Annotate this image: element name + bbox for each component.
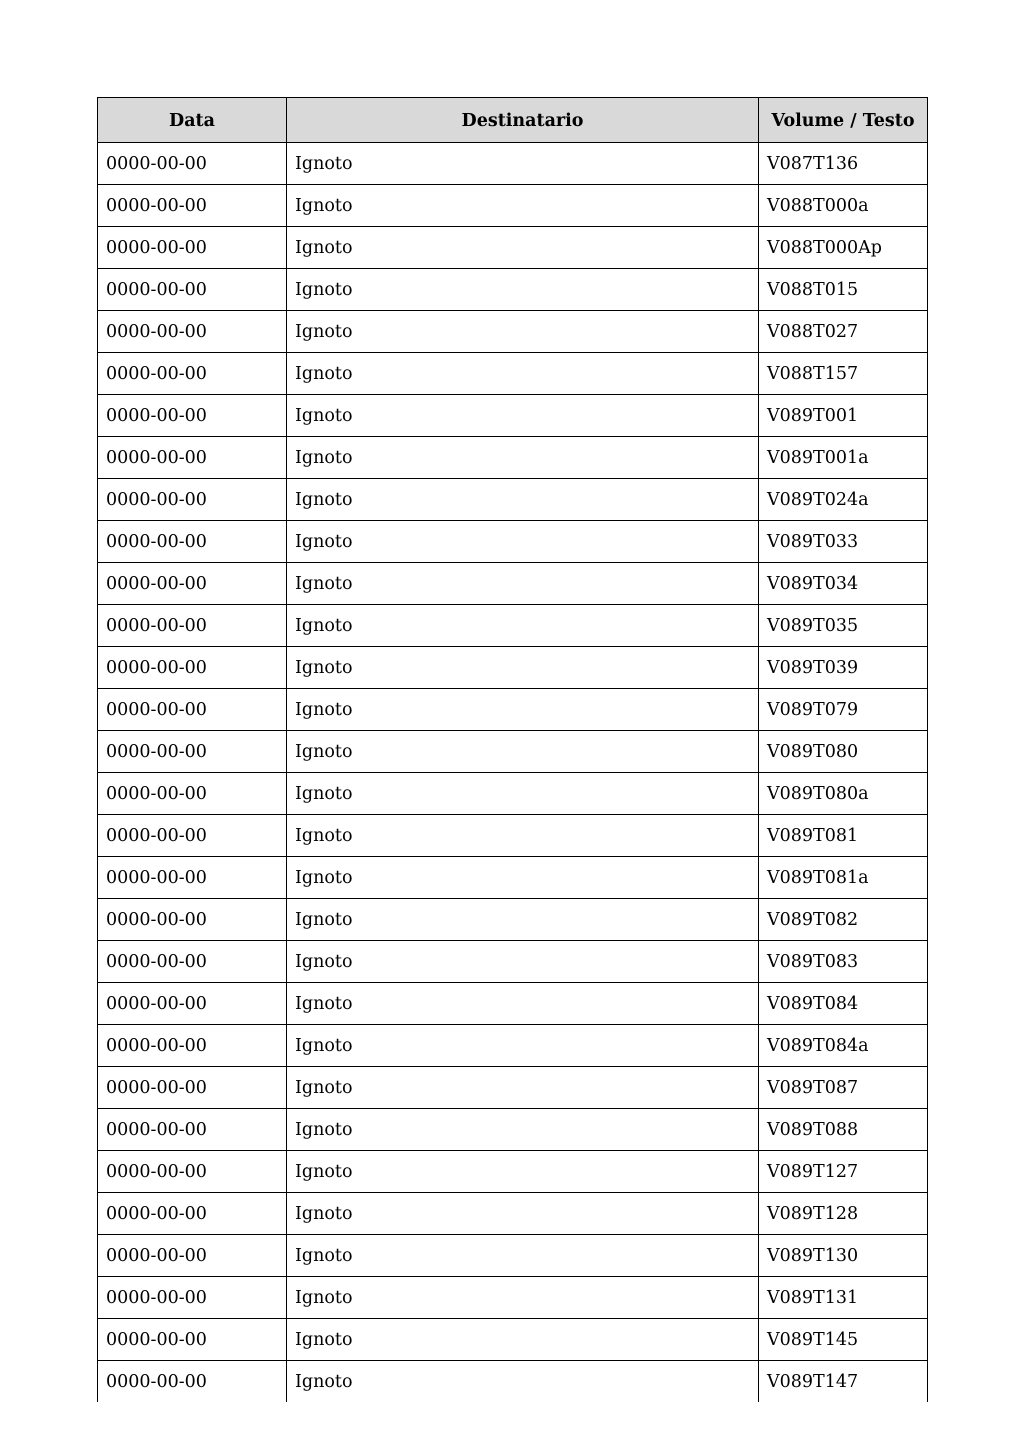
cell-volume: V089T081: [759, 815, 928, 857]
cell-volume: V089T082: [759, 899, 928, 941]
table-row: [98, 773, 928, 815]
table-row: [98, 143, 928, 185]
cell-date: 0000-00-00: [98, 395, 287, 437]
cell-recipient: Ignoto: [287, 437, 759, 479]
table-row: [98, 1151, 928, 1193]
cell-recipient: Ignoto: [287, 1235, 759, 1277]
cell-recipient: Ignoto: [287, 479, 759, 521]
letters-table: [97, 97, 928, 1402]
cell-date: 0000-00-00: [98, 563, 287, 605]
table-row: [98, 857, 928, 899]
cell-volume: V088T157: [759, 353, 928, 395]
cell-date: 0000-00-00: [98, 521, 287, 563]
cell-volume: V089T128: [759, 1193, 928, 1235]
table-row: [98, 1277, 928, 1319]
cell-date: 0000-00-00: [98, 479, 287, 521]
cell-date: 0000-00-00: [98, 1319, 287, 1361]
cell-date: 0000-00-00: [98, 437, 287, 479]
table-row: [98, 1235, 928, 1277]
cell-volume: V087T136: [759, 143, 928, 185]
table-row: [98, 815, 928, 857]
cell-date: 0000-00-00: [98, 1277, 287, 1319]
cell-volume: V088T000a: [759, 185, 928, 227]
cell-recipient: Ignoto: [287, 1151, 759, 1193]
cell-recipient: Ignoto: [287, 731, 759, 773]
cell-date: 0000-00-00: [98, 311, 287, 353]
table-row: [98, 1109, 928, 1151]
cell-date: 0000-00-00: [98, 941, 287, 983]
cell-date: 0000-00-00: [98, 689, 287, 731]
cell-date: 0000-00-00: [98, 983, 287, 1025]
table-row: [98, 227, 928, 269]
cell-recipient: Ignoto: [287, 1025, 759, 1067]
cell-recipient: Ignoto: [287, 185, 759, 227]
cell-date: 0000-00-00: [98, 857, 287, 899]
cell-date: 0000-00-00: [98, 1067, 287, 1109]
table-row: [98, 1025, 928, 1067]
cell-recipient: Ignoto: [287, 773, 759, 815]
cell-recipient: Ignoto: [287, 227, 759, 269]
cell-volume: V089T087: [759, 1067, 928, 1109]
cell-date: 0000-00-00: [98, 143, 287, 185]
table-row: [98, 185, 928, 227]
cell-recipient: Ignoto: [287, 857, 759, 899]
cell-volume: V089T084: [759, 983, 928, 1025]
table-row: [98, 941, 928, 983]
cell-recipient: Ignoto: [287, 983, 759, 1025]
cell-date: 0000-00-00: [98, 647, 287, 689]
cell-volume: V088T027: [759, 311, 928, 353]
cell-volume: V089T130: [759, 1235, 928, 1277]
cell-volume: V089T079: [759, 689, 928, 731]
cell-volume: V089T080: [759, 731, 928, 773]
table-body: [98, 143, 928, 1403]
cell-volume: V088T015: [759, 269, 928, 311]
cell-recipient: Ignoto: [287, 395, 759, 437]
cell-volume: V089T127: [759, 1151, 928, 1193]
cell-date: 0000-00-00: [98, 1361, 287, 1403]
cell-date: 0000-00-00: [98, 1151, 287, 1193]
cell-date: 0000-00-00: [98, 1025, 287, 1067]
column-header-recipient: Destinatario: [287, 98, 759, 143]
table-row: [98, 1193, 928, 1235]
cell-date: 0000-00-00: [98, 353, 287, 395]
table-row: [98, 479, 928, 521]
column-header-volume: Volume / Testo: [759, 98, 928, 143]
cell-volume: V089T131: [759, 1277, 928, 1319]
table-row: [98, 983, 928, 1025]
cell-date: 0000-00-00: [98, 1235, 287, 1277]
cell-recipient: Ignoto: [287, 353, 759, 395]
cell-volume: V088T000Ap: [759, 227, 928, 269]
cell-recipient: Ignoto: [287, 269, 759, 311]
cell-date: 0000-00-00: [98, 731, 287, 773]
cell-volume: V089T088: [759, 1109, 928, 1151]
table-row: [98, 1067, 928, 1109]
column-header-date: Data: [98, 98, 287, 143]
cell-volume: V089T035: [759, 605, 928, 647]
table-row: [98, 605, 928, 647]
cell-recipient: Ignoto: [287, 815, 759, 857]
table-row: [98, 353, 928, 395]
cell-volume: V089T081a: [759, 857, 928, 899]
cell-volume: V089T001a: [759, 437, 928, 479]
table-row: [98, 311, 928, 353]
cell-volume: V089T024a: [759, 479, 928, 521]
cell-date: 0000-00-00: [98, 1193, 287, 1235]
cell-recipient: Ignoto: [287, 605, 759, 647]
cell-volume: V089T084a: [759, 1025, 928, 1067]
cell-date: 0000-00-00: [98, 899, 287, 941]
cell-date: 0000-00-00: [98, 1109, 287, 1151]
cell-recipient: Ignoto: [287, 1277, 759, 1319]
cell-recipient: Ignoto: [287, 521, 759, 563]
table-row: [98, 899, 928, 941]
cell-volume: V089T147: [759, 1361, 928, 1403]
cell-date: 0000-00-00: [98, 605, 287, 647]
table-row: [98, 269, 928, 311]
cell-volume: V089T083: [759, 941, 928, 983]
cell-recipient: Ignoto: [287, 1109, 759, 1151]
cell-date: 0000-00-00: [98, 773, 287, 815]
cell-recipient: Ignoto: [287, 647, 759, 689]
cell-volume: V089T034: [759, 563, 928, 605]
cell-volume: V089T001: [759, 395, 928, 437]
table-header-row: [98, 98, 928, 143]
cell-recipient: Ignoto: [287, 899, 759, 941]
table-row: [98, 689, 928, 731]
cell-recipient: Ignoto: [287, 311, 759, 353]
cell-recipient: Ignoto: [287, 1319, 759, 1361]
cell-recipient: Ignoto: [287, 941, 759, 983]
table-row: [98, 521, 928, 563]
table-row: [98, 647, 928, 689]
cell-recipient: Ignoto: [287, 1193, 759, 1235]
table-row: [98, 1319, 928, 1361]
cell-date: 0000-00-00: [98, 269, 287, 311]
cell-volume: V089T039: [759, 647, 928, 689]
cell-date: 0000-00-00: [98, 185, 287, 227]
cell-date: 0000-00-00: [98, 227, 287, 269]
cell-volume: V089T145: [759, 1319, 928, 1361]
table-row: [98, 437, 928, 479]
cell-volume: V089T033: [759, 521, 928, 563]
cell-recipient: Ignoto: [287, 143, 759, 185]
cell-recipient: Ignoto: [287, 1067, 759, 1109]
table-row: [98, 731, 928, 773]
cell-recipient: Ignoto: [287, 563, 759, 605]
cell-recipient: Ignoto: [287, 689, 759, 731]
cell-recipient: Ignoto: [287, 1361, 759, 1403]
table-row: [98, 1361, 928, 1403]
cell-date: 0000-00-00: [98, 815, 287, 857]
cell-volume: V089T080a: [759, 773, 928, 815]
table-row: [98, 395, 928, 437]
table-row: [98, 563, 928, 605]
